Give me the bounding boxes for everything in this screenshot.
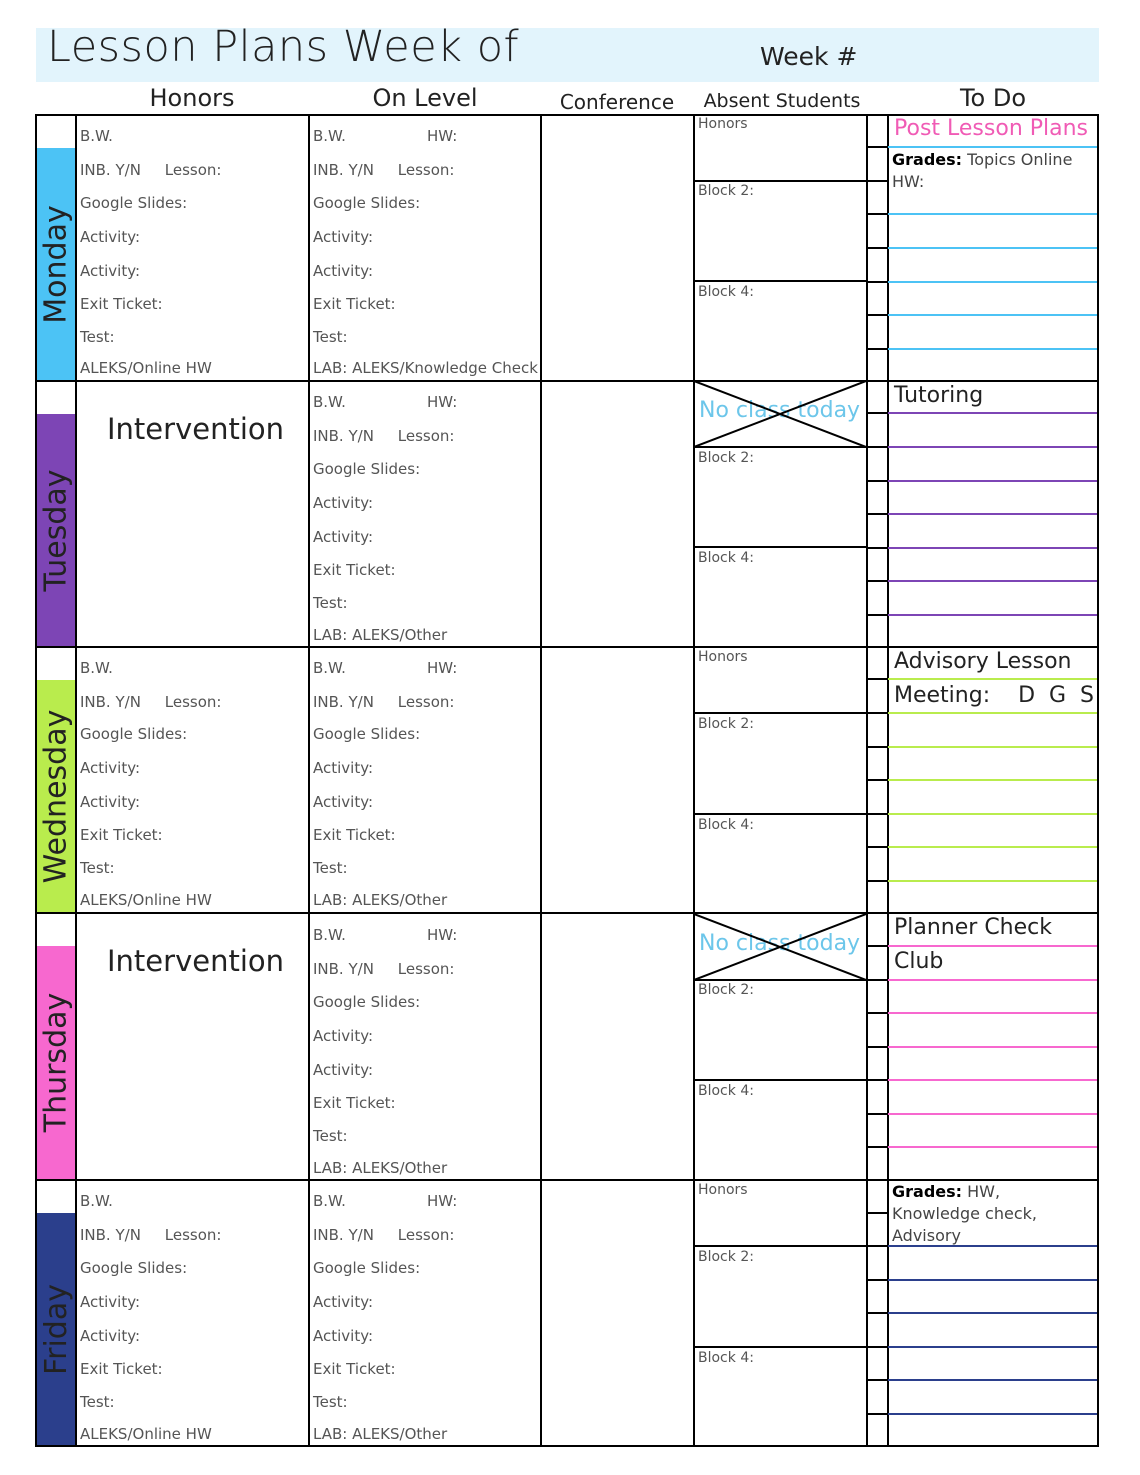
todo-line	[888, 979, 1097, 981]
todo-line	[888, 213, 1097, 215]
checkbox-line	[866, 281, 888, 283]
on-level-header: On Level	[372, 84, 478, 112]
day-separator	[35, 646, 1099, 648]
checkbox-line	[866, 146, 888, 148]
onlevel-bw: B.W. HW:	[313, 127, 458, 145]
onlevel-activity: Activity:	[313, 793, 374, 811]
honors-aleks: ALEKS/Online HW	[80, 1425, 212, 1443]
onlevel-test: Test:	[313, 1127, 348, 1145]
onlevel-test: Test:	[313, 859, 348, 877]
honors-activity: Activity:	[80, 228, 141, 246]
todo-line	[888, 146, 1097, 148]
todo-advisory-lesson: Advisory Lesson	[894, 649, 1072, 674]
todo-line	[888, 480, 1097, 482]
todo-line	[888, 1312, 1097, 1314]
onlevel-exit-ticket: Exit Ticket:	[313, 1360, 396, 1378]
onlevel-bw: B.W. HW:	[313, 1192, 458, 1210]
absent-honors-label: Honors	[698, 1182, 748, 1198]
checkbox-line	[866, 1379, 888, 1381]
todo-line	[888, 1079, 1097, 1081]
onlevel-activity: Activity:	[313, 494, 374, 512]
onlevel-lab: LAB: ALEKS/Other	[313, 1425, 448, 1443]
day-label-thursday: Thursday	[38, 992, 74, 1133]
onlevel-activity: Activity:	[313, 1061, 374, 1079]
no-class-today: No class today	[699, 398, 861, 423]
honors-activity: Activity:	[80, 1327, 141, 1345]
checkbox-line	[866, 1146, 888, 1148]
honors-slides: Google Slides:	[80, 725, 188, 743]
absent-block2-label: Block 2:	[698, 183, 754, 199]
honors-inb: INB. Y/N Lesson:	[80, 161, 222, 179]
onlevel-inb: INB. Y/N Lesson:	[313, 161, 455, 179]
todo-grades-monday: Grades: Topics Online HW:	[892, 150, 1073, 191]
todo-line	[888, 1113, 1097, 1115]
checkbox-line	[866, 1312, 888, 1314]
todo-club: Club	[894, 949, 944, 974]
todo-line	[888, 247, 1097, 249]
no-class-cross-icon	[694, 381, 866, 447]
day-separator	[35, 380, 1099, 382]
onlevel-activity: Activity:	[313, 1327, 374, 1345]
honors-inb: INB. Y/N Lesson:	[80, 1226, 222, 1244]
absent-divider	[694, 446, 866, 448]
intervention-tuesday: Intervention	[107, 412, 285, 446]
intervention-thursday: Intervention	[107, 944, 285, 978]
todo-line	[888, 813, 1097, 815]
checkbox-line	[866, 547, 888, 549]
todo-line	[888, 1245, 1097, 1247]
honors-activity: Activity:	[80, 793, 141, 811]
checkbox-line	[866, 247, 888, 249]
checkbox-line	[866, 712, 888, 714]
divider	[308, 114, 310, 1447]
todo-grades-friday: Grades: HW, Knowledge check, Advisory	[892, 1182, 1037, 1245]
checkbox-line	[866, 1346, 888, 1348]
onlevel-lab: LAB: ALEKS/Other	[313, 1159, 448, 1177]
onlevel-activity: Activity:	[313, 262, 374, 280]
todo-line	[888, 1046, 1097, 1048]
checkbox-line	[866, 580, 888, 582]
todo-line	[888, 712, 1097, 714]
page-title: Lesson Plans Week of	[47, 22, 520, 72]
onlevel-inb: INB. Y/N Lesson:	[313, 1226, 455, 1244]
onlevel-inb: INB. Y/N Lesson:	[313, 960, 455, 978]
onlevel-test: Test:	[313, 1393, 348, 1411]
checkbox-line	[866, 678, 888, 680]
absent-divider	[694, 180, 866, 182]
onlevel-bw: B.W. HW:	[313, 393, 458, 411]
todo-line	[888, 1346, 1097, 1348]
todo-line	[888, 1379, 1097, 1381]
todo-line	[888, 846, 1097, 848]
divider	[693, 114, 695, 1447]
todo-line	[888, 314, 1097, 316]
checkbox-line	[866, 1245, 888, 1247]
absent-divider	[694, 712, 866, 714]
absent-students-header: Absent Students	[703, 90, 861, 112]
honors-exit-ticket: Exit Ticket:	[80, 1360, 163, 1378]
absent-divider	[694, 813, 866, 815]
todo-line	[888, 446, 1097, 448]
checkbox-line	[866, 446, 888, 448]
todo-line	[888, 880, 1097, 882]
checkbox-line	[866, 348, 888, 350]
divider	[540, 114, 542, 1447]
checkbox-line	[866, 480, 888, 482]
honors-aleks: ALEKS/Online HW	[80, 891, 212, 909]
todo-line	[888, 1413, 1097, 1415]
honors-bw: B.W.	[80, 127, 113, 145]
todo-line	[888, 678, 1097, 680]
checkbox-line	[866, 412, 888, 414]
divider	[75, 114, 77, 1447]
todo-line	[888, 547, 1097, 549]
checkbox-line	[866, 213, 888, 215]
onlevel-bw: B.W. HW:	[313, 926, 458, 944]
honors-exit-ticket: Exit Ticket:	[80, 295, 163, 313]
onlevel-inb: INB. Y/N Lesson:	[313, 427, 455, 445]
honors-aleks: ALEKS/Online HW	[80, 359, 212, 377]
absent-block2-label: Block 2:	[698, 982, 754, 998]
absent-divider	[694, 1346, 866, 1348]
honors-bw: B.W.	[80, 659, 113, 677]
day-separator	[35, 912, 1099, 914]
honors-activity: Activity:	[80, 262, 141, 280]
week-number-label: Week #	[760, 42, 858, 71]
todo-line	[888, 1146, 1097, 1148]
honors-exit-ticket: Exit Ticket:	[80, 826, 163, 844]
honors-slides: Google Slides:	[80, 1259, 188, 1277]
todo-line	[888, 412, 1097, 414]
onlevel-bw: B.W. HW:	[313, 659, 458, 677]
checkbox-line	[866, 846, 888, 848]
todo-meeting: Meeting: D G S	[894, 683, 1095, 708]
honors-activity: Activity:	[80, 1293, 141, 1311]
checkbox-line	[866, 813, 888, 815]
absent-block2-label: Block 2:	[698, 716, 754, 732]
honors-test: Test:	[80, 328, 115, 346]
todo-header: To Do	[959, 84, 1027, 112]
onlevel-activity: Activity:	[313, 1293, 374, 1311]
checkbox-line	[866, 880, 888, 882]
todo-line	[888, 746, 1097, 748]
onlevel-lab: LAB: ALEKS/Other	[313, 891, 448, 909]
honors-activity: Activity:	[80, 759, 141, 777]
checkbox-line	[866, 513, 888, 515]
absent-block4-label: Block 4:	[698, 284, 754, 300]
checkbox-line	[866, 1012, 888, 1014]
onlevel-slides: Google Slides:	[313, 460, 421, 478]
checkbox-line	[866, 1046, 888, 1048]
onlevel-lab: LAB: ALEKS/Other	[313, 626, 448, 644]
checkbox-line	[866, 979, 888, 981]
onlevel-test: Test:	[313, 594, 348, 612]
honors-slides: Google Slides:	[80, 194, 188, 212]
absent-honors-label: Honors	[698, 649, 748, 665]
absent-divider	[694, 1245, 866, 1247]
todo-tutoring: Tutoring	[894, 383, 984, 408]
honors-header: Honors	[149, 84, 235, 112]
absent-honors-label: Honors	[698, 116, 748, 132]
todo-line	[888, 1012, 1097, 1014]
onlevel-activity: Activity:	[313, 228, 374, 246]
todo-line	[888, 945, 1097, 947]
absent-block4-label: Block 4:	[698, 817, 754, 833]
checkbox-line	[866, 945, 888, 947]
day-label-friday: Friday	[38, 1283, 74, 1375]
todo-line	[888, 580, 1097, 582]
onlevel-inb: INB. Y/N Lesson:	[313, 693, 455, 711]
checkbox-line	[866, 614, 888, 616]
honors-bw: B.W.	[80, 1192, 113, 1210]
no-class-cross-icon	[694, 914, 866, 980]
honors-inb: INB. Y/N Lesson:	[80, 693, 222, 711]
day-label-tuesday: Tuesday	[38, 468, 74, 592]
onlevel-exit-ticket: Exit Ticket:	[313, 826, 396, 844]
checkbox-line	[866, 314, 888, 316]
todo-line	[888, 348, 1097, 350]
checkbox-line	[866, 1212, 888, 1214]
todo-line	[888, 513, 1097, 515]
absent-block2-label: Block 2:	[698, 1249, 754, 1265]
day-label-monday: Monday	[38, 204, 74, 324]
checkbox-line	[866, 1413, 888, 1415]
absent-divider	[694, 1079, 866, 1081]
onlevel-exit-ticket: Exit Ticket:	[313, 295, 396, 313]
absent-divider	[694, 280, 866, 282]
todo-line	[888, 779, 1097, 781]
checkbox-line	[866, 180, 888, 182]
checkbox-line	[866, 1113, 888, 1115]
absent-block4-label: Block 4:	[698, 1350, 754, 1366]
onlevel-activity: Activity:	[313, 528, 374, 546]
checkbox-line	[866, 779, 888, 781]
todo-line	[888, 614, 1097, 616]
absent-divider	[694, 979, 866, 981]
onlevel-activity: Activity:	[313, 759, 374, 777]
onlevel-slides: Google Slides:	[313, 1259, 421, 1277]
checkbox-line	[866, 746, 888, 748]
day-label-wednesday: Wednesday	[38, 709, 74, 883]
honors-test: Test:	[80, 1393, 115, 1411]
no-class-today: No class today	[699, 931, 861, 956]
onlevel-activity: Activity:	[313, 1027, 374, 1045]
onlevel-lab: LAB: ALEKS/Knowledge Check	[313, 359, 538, 377]
conference-header: Conference	[559, 90, 675, 114]
onlevel-exit-ticket: Exit Ticket:	[313, 561, 396, 579]
onlevel-slides: Google Slides:	[313, 725, 421, 743]
onlevel-test: Test:	[313, 328, 348, 346]
todo-line	[888, 281, 1097, 283]
absent-block2-label: Block 2:	[698, 450, 754, 466]
absent-block4-label: Block 4:	[698, 550, 754, 566]
checkbox-line	[866, 1079, 888, 1081]
checkbox-line	[866, 1279, 888, 1281]
absent-block4-label: Block 4:	[698, 1083, 754, 1099]
onlevel-slides: Google Slides:	[313, 194, 421, 212]
honors-test: Test:	[80, 859, 115, 877]
todo-post-lesson-plans: Post Lesson Plans	[894, 116, 1089, 141]
todo-planner-check: Planner Check	[894, 915, 1052, 940]
absent-divider	[694, 546, 866, 548]
onlevel-exit-ticket: Exit Ticket:	[313, 1094, 396, 1112]
onlevel-slides: Google Slides:	[313, 993, 421, 1011]
todo-line	[888, 1279, 1097, 1281]
